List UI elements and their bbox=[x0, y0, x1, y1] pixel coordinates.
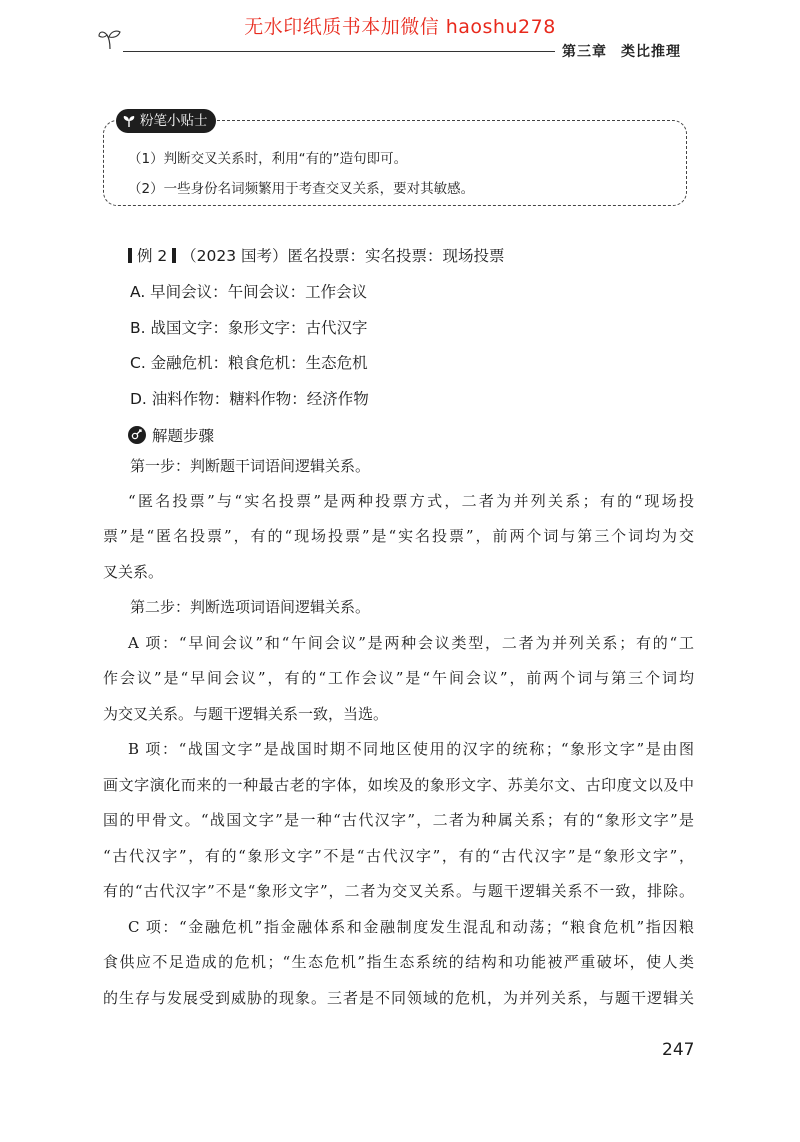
solution-line: 作会议”是“早间会议”，有的“工作会议”是“午间会议”，前两个词与第三个词均 bbox=[103, 669, 694, 687]
option-a: A. 早间会议：午间会议：工作会议 bbox=[130, 283, 368, 301]
solution-line: 第一步：判断题干词语间逻辑关系。 bbox=[130, 457, 371, 475]
solution-line: “古代汉字”，有的“象形文字”不是“古代汉字”，有的“古代汉字”是“象形文字”， bbox=[103, 847, 694, 865]
section-label: 类比推理 bbox=[621, 44, 681, 60]
solution-heading bbox=[128, 424, 214, 446]
solution-line: 第二步：判断选项词语间逻辑关系。 bbox=[130, 598, 371, 616]
option-c: C. 金融危机：粮食危机：生态危机 bbox=[130, 354, 368, 372]
steps-icon bbox=[128, 426, 146, 444]
page-number: 247 bbox=[662, 1040, 695, 1060]
question-stem: 匿名投票：实名投票：现场投票 bbox=[287, 247, 505, 265]
solution-line: B 项：“战国文字”是战国时期不同地区使用的汉字的统称；“象形文字”是由图 bbox=[128, 740, 694, 758]
solution-line: “匿名投票”与“实名投票”是两种投票方式，二者为并列关系；有的“现场投 bbox=[128, 492, 694, 510]
solution-line: 的生存与发展受到威胁的现象。三者是不同领域的危机，为并列关系，与题干逻辑关 bbox=[103, 989, 694, 1007]
question-heading bbox=[128, 244, 505, 266]
solution-line: 叉关系。 bbox=[103, 563, 164, 581]
option-b: B. 战国文字：象形文字：古代汉字 bbox=[130, 319, 368, 337]
solution-line: C 项：“金融危机”指金融体系和金融制度发生混乱和动荡；“粮食危机”指因粮 bbox=[128, 918, 694, 936]
running-header bbox=[562, 41, 681, 61]
sprout-icon bbox=[97, 28, 123, 50]
solution-line: 国的甲骨文。“战国文字”是一种“古代汉字”，二者为种属关系；有的“象形文字”是 bbox=[103, 811, 694, 829]
question-number: 例 2 bbox=[136, 247, 168, 265]
solution-line: A 项：“早间会议”和“午间会议”是两种会议类型，二者为并列关系；有的“工 bbox=[128, 634, 694, 652]
question-source: （2023 国考） bbox=[181, 247, 288, 265]
solution-line: 有的“古代汉字”不是“象形文字”，二者为交叉关系。与题干逻辑关系不一致，排除。 bbox=[103, 882, 694, 900]
tip-line: （1）判断交叉关系时，利用“有的”造句即可。 bbox=[128, 151, 408, 167]
solution-title: 解题步骤 bbox=[152, 427, 215, 445]
tip-label bbox=[116, 109, 216, 133]
question-bar-left bbox=[128, 248, 132, 263]
watermark: 无水印纸质书本加微信 haoshu278 bbox=[244, 16, 556, 38]
tip-line: （2）一些身份名词频繁用于考查交叉关系，要对其敏感。 bbox=[128, 181, 475, 197]
leaf-icon bbox=[122, 114, 136, 128]
solution-line: 食供应不足造成的危机；“生态危机”指生态系统的结构和功能被严重破坏，使人类 bbox=[103, 953, 694, 971]
header-rule bbox=[123, 51, 555, 52]
chapter-label: 第三章 bbox=[562, 44, 607, 60]
tip-title: 粉笔小贴士 bbox=[140, 113, 208, 129]
solution-line: 画文字演化而来的一种最古老的字体，如埃及的象形文字、苏美尔文、古印度文以及中 bbox=[103, 776, 694, 794]
solution-line: 为交叉关系。与题干逻辑关系一致，当选。 bbox=[103, 705, 389, 723]
option-d: D. 油料作物：糖料作物：经济作物 bbox=[130, 390, 369, 408]
question-bar-right bbox=[172, 248, 176, 263]
solution-line: 票”是“匿名投票”，有的“现场投票”是“实名投票”，前两个词与第三个词均为交 bbox=[103, 527, 694, 545]
